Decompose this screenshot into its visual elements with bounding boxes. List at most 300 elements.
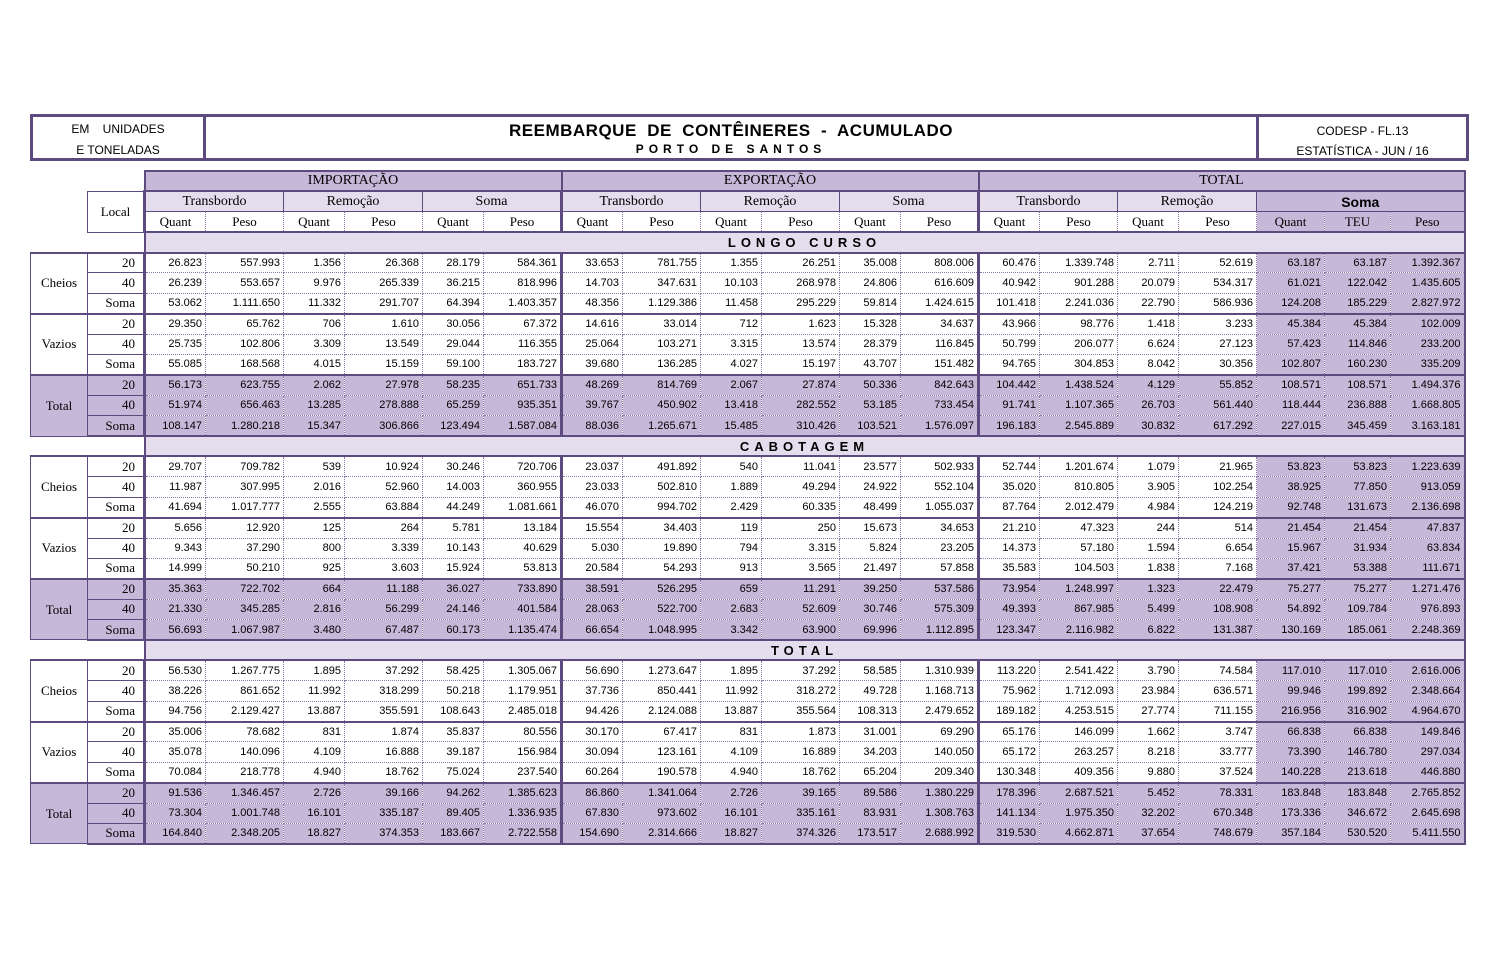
table-cell: 141.134 — [979, 803, 1040, 823]
table-cell: 151.482 — [901, 355, 979, 375]
table-cell: 29.707 — [145, 456, 206, 476]
col-header-imp-quant: Quant — [423, 212, 484, 232]
group-importacao: IMPORTAÇÃO — [145, 171, 562, 191]
section-title: TOTAL — [145, 640, 1465, 660]
table-cell: 183.848 — [1257, 783, 1325, 803]
table-cell: 278.888 — [345, 395, 423, 415]
table-cell: 49.728 — [840, 681, 901, 701]
row-sub-label: 20 — [88, 722, 145, 742]
table-cell: 11.987 — [145, 477, 206, 497]
table-cell: 5.030 — [562, 538, 623, 558]
table-cell: 47.323 — [1040, 518, 1118, 538]
table-cell: 27.978 — [345, 375, 423, 395]
table-cell: 30.832 — [1118, 416, 1179, 436]
table-cell: 52.619 — [1179, 253, 1257, 273]
table-cell: 2.722.558 — [484, 824, 562, 844]
table-cell: 1.055.037 — [901, 497, 979, 517]
table-cell: 18.762 — [345, 762, 423, 782]
table-cell: 233.200 — [1391, 334, 1465, 354]
table-cell: 60.335 — [762, 497, 840, 517]
table-cell: 1.380.229 — [901, 783, 979, 803]
table-cell: 3.309 — [284, 334, 345, 354]
table-cell: 44.249 — [423, 497, 484, 517]
table-cell: 306.866 — [345, 416, 423, 436]
table-cell: 2.248.369 — [1391, 620, 1465, 640]
table-cell: 6.624 — [1118, 334, 1179, 354]
table-cell: 16.101 — [701, 803, 762, 823]
table-cell: 1.662 — [1118, 722, 1179, 742]
table-cell: 1.403.357 — [484, 293, 562, 313]
table-cell: 11.332 — [284, 293, 345, 313]
table-cell: 13.184 — [484, 518, 562, 538]
table-cell: 77.850 — [1325, 477, 1391, 497]
table-cell: 218.778 — [206, 762, 284, 782]
row-sub-label: 20 — [88, 783, 145, 803]
table-cell: 1.081.661 — [484, 497, 562, 517]
table-cell: 146.099 — [1040, 722, 1118, 742]
row-sub-label: 20 — [88, 518, 145, 538]
table-cell: 57.180 — [1040, 538, 1118, 558]
section-row — [31, 640, 1465, 660]
row-sub-label: 40 — [88, 334, 145, 354]
table-cell: 49.393 — [979, 599, 1040, 619]
table-cell: 1.201.674 — [1040, 456, 1118, 476]
table-cell: 3.790 — [1118, 660, 1179, 680]
table-cell: 2.429 — [701, 497, 762, 517]
table-cell: 213.618 — [1325, 762, 1391, 782]
table-cell: 35.078 — [145, 742, 206, 762]
table-cell: 66.838 — [1325, 722, 1391, 742]
table-cell: 1.494.376 — [1391, 375, 1465, 395]
table-cell: 58.235 — [423, 375, 484, 395]
table-cell: 25.064 — [562, 334, 623, 354]
table-cell: 1.610 — [345, 314, 423, 334]
table-cell: 712 — [701, 314, 762, 334]
table-cell: 291.707 — [345, 293, 423, 313]
table-cell: 74.584 — [1179, 660, 1257, 680]
table-cell: 14.003 — [423, 477, 484, 497]
table-cell: 1.623 — [762, 314, 840, 334]
table-cell: 34.653 — [901, 518, 979, 538]
source-line-1: CODESP - FL.13 — [1316, 124, 1409, 138]
table-cell: 1.838 — [1118, 558, 1179, 578]
table-cell: 104.503 — [1040, 558, 1118, 578]
table-cell: 183.667 — [423, 824, 484, 844]
section-blank — [31, 232, 145, 252]
table-cell: 2.241.036 — [1040, 293, 1118, 313]
table-row — [31, 701, 1465, 721]
table-cell: 22.479 — [1179, 579, 1257, 599]
table-cell: 154.690 — [562, 824, 623, 844]
table-cell: 39.166 — [345, 783, 423, 803]
table-cell: 61.021 — [1257, 273, 1325, 293]
tot-soma-header: Soma — [1257, 191, 1465, 211]
table-cell: 534.317 — [1179, 273, 1257, 293]
table-cell: 86.860 — [562, 783, 623, 803]
table-cell: 831 — [701, 722, 762, 742]
table-cell: 1.895 — [701, 660, 762, 680]
table-cell: 2.314.666 — [623, 824, 701, 844]
col-header-tot-quant: Quant — [1257, 212, 1325, 232]
row-sub-label: 40 — [88, 803, 145, 823]
table-cell: 36.027 — [423, 579, 484, 599]
table-cell: 50.799 — [979, 334, 1040, 354]
table-cell: 102.254 — [1179, 477, 1257, 497]
table-cell: 670.348 — [1179, 803, 1257, 823]
table-cell: 2.645.698 — [1391, 803, 1465, 823]
units-box — [30, 114, 206, 161]
table-cell: 69.996 — [840, 620, 901, 640]
col-header-exp-quant: Quant — [701, 212, 762, 232]
tot-remocao-header: Remoção — [1118, 191, 1257, 211]
row-sub-label: 20 — [88, 253, 145, 273]
table-cell: 108.313 — [840, 701, 901, 721]
table-cell: 1.392.367 — [1391, 253, 1465, 273]
table-row — [31, 599, 1465, 619]
table-cell: 8.218 — [1118, 742, 1179, 762]
table-cell: 183.848 — [1325, 783, 1391, 803]
table-cell: 27.123 — [1179, 334, 1257, 354]
table-cell: 39.680 — [562, 355, 623, 375]
table-cell: 733.454 — [901, 395, 979, 415]
col-header-tot-peso: Peso — [1179, 212, 1257, 232]
table-cell: 75.277 — [1257, 579, 1325, 599]
table-cell: 818.996 — [484, 273, 562, 293]
table-cell: 2.683 — [701, 599, 762, 619]
table-cell: 39.250 — [840, 579, 901, 599]
table-cell: 11.041 — [762, 456, 840, 476]
table-row — [31, 558, 1465, 578]
table-cell: 206.077 — [1040, 334, 1118, 354]
table-cell: 15.159 — [345, 355, 423, 375]
table-cell: 1.179.951 — [484, 681, 562, 701]
table-cell: 33.777 — [1179, 742, 1257, 762]
table-cell: 50.336 — [840, 375, 901, 395]
table-cell: 1.341.064 — [623, 783, 701, 803]
table-cell: 651.733 — [484, 375, 562, 395]
table-cell: 1.079 — [1118, 456, 1179, 476]
table-cell: 94.426 — [562, 701, 623, 721]
table-cell: 24.806 — [840, 273, 901, 293]
col-header-imp-quant: Quant — [145, 212, 206, 232]
table-cell: 63.834 — [1391, 538, 1465, 558]
corner-blank — [31, 171, 145, 191]
table-cell: 94.262 — [423, 783, 484, 803]
row-sub-label: 20 — [88, 375, 145, 395]
table-cell: 58.585 — [840, 660, 901, 680]
table-cell: 345.459 — [1325, 416, 1391, 436]
table-cell: 123.347 — [979, 620, 1040, 640]
table-cell: 88.036 — [562, 416, 623, 436]
table-cell: 67.487 — [345, 620, 423, 640]
table-cell: 318.299 — [345, 681, 423, 701]
table-cell: 53.062 — [145, 293, 206, 313]
table-cell: 78.682 — [206, 722, 284, 742]
table-cell: 67.830 — [562, 803, 623, 823]
table-cell: 43.966 — [979, 314, 1040, 334]
table-cell: 13.574 — [762, 334, 840, 354]
table-cell: 116.845 — [901, 334, 979, 354]
table-cell: 63.187 — [1257, 253, 1325, 273]
table-cell: 89.586 — [840, 783, 901, 803]
table-row — [31, 456, 1465, 476]
table-cell: 831 — [284, 722, 345, 742]
table-cell: 1.265.671 — [623, 416, 701, 436]
report-subtitle: PORTO DE SANTOS — [635, 142, 827, 156]
table-cell: 8.042 — [1118, 355, 1179, 375]
table-cell: 4.109 — [701, 742, 762, 762]
table-cell: 40.629 — [484, 538, 562, 558]
table-cell: 1.112.895 — [901, 620, 979, 640]
table-row — [31, 314, 1465, 334]
table-cell: 15.673 — [840, 518, 901, 538]
table-cell: 557.993 — [206, 253, 284, 273]
table-cell: 37.290 — [206, 538, 284, 558]
table-cell: 27.774 — [1118, 701, 1179, 721]
col-header-exp-peso: Peso — [623, 212, 701, 232]
table-cell: 1.418 — [1118, 314, 1179, 334]
row-sub-label: 20 — [88, 456, 145, 476]
table-cell: 1.001.748 — [206, 803, 284, 823]
table-cell: 122.042 — [1325, 273, 1391, 293]
row-sub-label: Soma — [88, 701, 145, 721]
table-cell: 307.995 — [206, 477, 284, 497]
table-cell: 140.050 — [901, 742, 979, 762]
row-sub-label: 40 — [88, 742, 145, 762]
table-cell: 2.555 — [284, 497, 345, 517]
table-cell: 83.931 — [840, 803, 901, 823]
table-cell: 39.187 — [423, 742, 484, 762]
col-header-exp-peso: Peso — [901, 212, 979, 232]
table-cell: 1.336.935 — [484, 803, 562, 823]
table-cell: 160.230 — [1325, 355, 1391, 375]
table-cell: 26.823 — [145, 253, 206, 273]
table-cell: 108.908 — [1179, 599, 1257, 619]
table-cell: 4.984 — [1118, 497, 1179, 517]
table-cell: 38.226 — [145, 681, 206, 701]
table-cell: 1.305.067 — [484, 660, 562, 680]
row-sub-label: 40 — [88, 395, 145, 415]
table-cell: 4.253.515 — [1040, 701, 1118, 721]
table-row — [31, 416, 1465, 436]
row-sub-label: 40 — [88, 477, 145, 497]
table-cell: 374.326 — [762, 824, 840, 844]
table-cell: 1.017.777 — [206, 497, 284, 517]
table-cell: 1.310.939 — [901, 660, 979, 680]
table-cell: 36.215 — [423, 273, 484, 293]
table-cell: 814.769 — [623, 375, 701, 395]
table-cell: 124.208 — [1257, 293, 1325, 313]
table-cell: 446.880 — [1391, 762, 1465, 782]
table-cell: 140.228 — [1257, 762, 1325, 782]
table-cell: 30.056 — [423, 314, 484, 334]
table-row — [31, 742, 1465, 762]
report-title: REEMBARQUE DE CONTÊINERES - ACUMULADO — [509, 121, 953, 140]
table-cell: 7.168 — [1179, 558, 1257, 578]
table-cell: 190.578 — [623, 762, 701, 782]
row-sub-label: 20 — [88, 579, 145, 599]
table-cell: 18.827 — [284, 824, 345, 844]
table-cell: 4.662.871 — [1040, 824, 1118, 844]
table-cell: 21.965 — [1179, 456, 1257, 476]
section-title: LONGO CURSO — [145, 232, 1465, 252]
table-cell: 1.308.763 — [901, 803, 979, 823]
table-row — [31, 253, 1465, 273]
table-cell: 55.852 — [1179, 375, 1257, 395]
row-sub-label: Soma — [88, 824, 145, 844]
table-cell: 335.187 — [345, 803, 423, 823]
table-cell: 10.924 — [345, 456, 423, 476]
table-cell: 2.067 — [701, 375, 762, 395]
table-cell: 15.328 — [840, 314, 901, 334]
corner-blank-2 — [31, 191, 88, 211]
table-cell: 3.163.181 — [1391, 416, 1465, 436]
table-cell: 45.384 — [1257, 314, 1325, 334]
table-cell: 4.940 — [284, 762, 345, 782]
table-cell: 1.323 — [1118, 579, 1179, 599]
table-cell: 38.925 — [1257, 477, 1325, 497]
table-cell: 108.643 — [423, 701, 484, 721]
table-cell: 46.070 — [562, 497, 623, 517]
row-sub-label: Soma — [88, 416, 145, 436]
table-row — [31, 293, 1465, 313]
table-cell: 3.233 — [1179, 314, 1257, 334]
units-line-2: E TONELADAS — [76, 143, 160, 157]
table-cell: 2.348.664 — [1391, 681, 1465, 701]
table-cell: 23.205 — [901, 538, 979, 558]
table-cell: 124.219 — [1179, 497, 1257, 517]
table-cell: 265.339 — [345, 273, 423, 293]
table-cell: 37.524 — [1179, 762, 1257, 782]
table-cell: 335.161 — [762, 803, 840, 823]
table-cell: 10.143 — [423, 538, 484, 558]
table-cell: 108.571 — [1325, 375, 1391, 395]
section-row — [31, 436, 1465, 456]
table-cell: 250 — [762, 518, 840, 538]
table-cell: 123.161 — [623, 742, 701, 762]
table-cell: 20.584 — [562, 558, 623, 578]
table-cell: 26.239 — [145, 273, 206, 293]
table-body — [31, 171, 1465, 844]
table-cell: 800 — [284, 538, 345, 558]
section-title: CABOTAGEM — [145, 436, 1465, 456]
table-cell: 842.643 — [901, 375, 979, 395]
table-cell: 264 — [345, 518, 423, 538]
table-cell: 67.417 — [623, 722, 701, 742]
table-cell: 1.975.350 — [1040, 803, 1118, 823]
table-cell: 15.967 — [1257, 538, 1325, 558]
imp-soma-header: Soma — [423, 191, 562, 211]
col-header-exp-peso: Peso — [762, 212, 840, 232]
table-cell: 56.690 — [562, 660, 623, 680]
table-cell: 10.103 — [701, 273, 762, 293]
row-sub-label: Soma — [88, 293, 145, 313]
table-cell: 35.363 — [145, 579, 206, 599]
col-header-tot-peso: Peso — [1391, 212, 1465, 232]
table-cell: 9.880 — [1118, 762, 1179, 782]
table-cell: 1.668.805 — [1391, 395, 1465, 415]
table-cell: 131.387 — [1179, 620, 1257, 640]
table-cell: 586.936 — [1179, 293, 1257, 313]
sub-header-row — [31, 191, 1465, 211]
table-cell: 347.631 — [623, 273, 701, 293]
table-cell: 401.584 — [484, 599, 562, 619]
table-cell: 794 — [701, 538, 762, 558]
row-sub-label: Soma — [88, 558, 145, 578]
table-cell: 4.027 — [701, 355, 762, 375]
table-cell: 33.014 — [623, 314, 701, 334]
table-cell: 11.992 — [284, 681, 345, 701]
table-cell: 89.405 — [423, 803, 484, 823]
table-cell: 2.711 — [1118, 253, 1179, 273]
table-cell: 1.435.605 — [1391, 273, 1465, 293]
row-group-label: Cheios — [31, 253, 88, 314]
table-cell: 43.707 — [840, 355, 901, 375]
table-cell: 850.441 — [623, 681, 701, 701]
table-cell: 23.577 — [840, 456, 901, 476]
table-cell: 35.020 — [979, 477, 1040, 497]
table-row — [31, 334, 1465, 354]
table-row — [31, 518, 1465, 538]
table-cell: 55.085 — [145, 355, 206, 375]
table-cell: 4.129 — [1118, 375, 1179, 395]
table-cell: 34.637 — [901, 314, 979, 334]
row-group-label: Cheios — [31, 456, 88, 517]
table-cell: 65.762 — [206, 314, 284, 334]
table-cell: 65.176 — [979, 722, 1040, 742]
table-cell: 15.554 — [562, 518, 623, 538]
table-cell: 2.688.992 — [901, 824, 979, 844]
table-cell: 994.702 — [623, 497, 701, 517]
table-cell: 34.203 — [840, 742, 901, 762]
table-cell: 80.556 — [484, 722, 562, 742]
table-cell: 37.292 — [762, 660, 840, 680]
table-cell: 21.330 — [145, 599, 206, 619]
table-cell: 14.999 — [145, 558, 206, 578]
table-cell: 53.813 — [484, 558, 562, 578]
table-cell: 183.727 — [484, 355, 562, 375]
table-cell: 709.782 — [206, 456, 284, 476]
table-cell: 22.790 — [1118, 293, 1179, 313]
col-header-tot-quant: Quant — [979, 212, 1040, 232]
table-cell: 21.454 — [1325, 518, 1391, 538]
table-cell: 304.853 — [1040, 355, 1118, 375]
table-cell: 2.129.427 — [206, 701, 284, 721]
table-cell: 116.355 — [484, 334, 562, 354]
table-cell: 15.924 — [423, 558, 484, 578]
table-cell: 11.188 — [345, 579, 423, 599]
table-cell: 24.146 — [423, 599, 484, 619]
row-sub-label: Soma — [88, 762, 145, 782]
table-cell: 63.900 — [762, 620, 840, 640]
table-cell: 32.202 — [1118, 803, 1179, 823]
table-cell: 101.418 — [979, 293, 1040, 313]
table-row — [31, 538, 1465, 558]
table-cell: 13.418 — [701, 395, 762, 415]
source-line-2: ESTATÍSTICA - JUN / 16 — [1296, 144, 1429, 158]
table-cell: 15.347 — [284, 416, 345, 436]
table-cell: 209.340 — [901, 762, 979, 782]
section-blank — [31, 436, 145, 456]
title-box — [203, 114, 1259, 161]
table-cell: 539 — [284, 456, 345, 476]
table-cell: 2.765.852 — [1391, 783, 1465, 803]
table-cell: 23.037 — [562, 456, 623, 476]
table-cell: 114.846 — [1325, 334, 1391, 354]
table-cell: 514 — [1179, 518, 1257, 538]
table-row — [31, 803, 1465, 823]
source-box — [1256, 114, 1469, 161]
